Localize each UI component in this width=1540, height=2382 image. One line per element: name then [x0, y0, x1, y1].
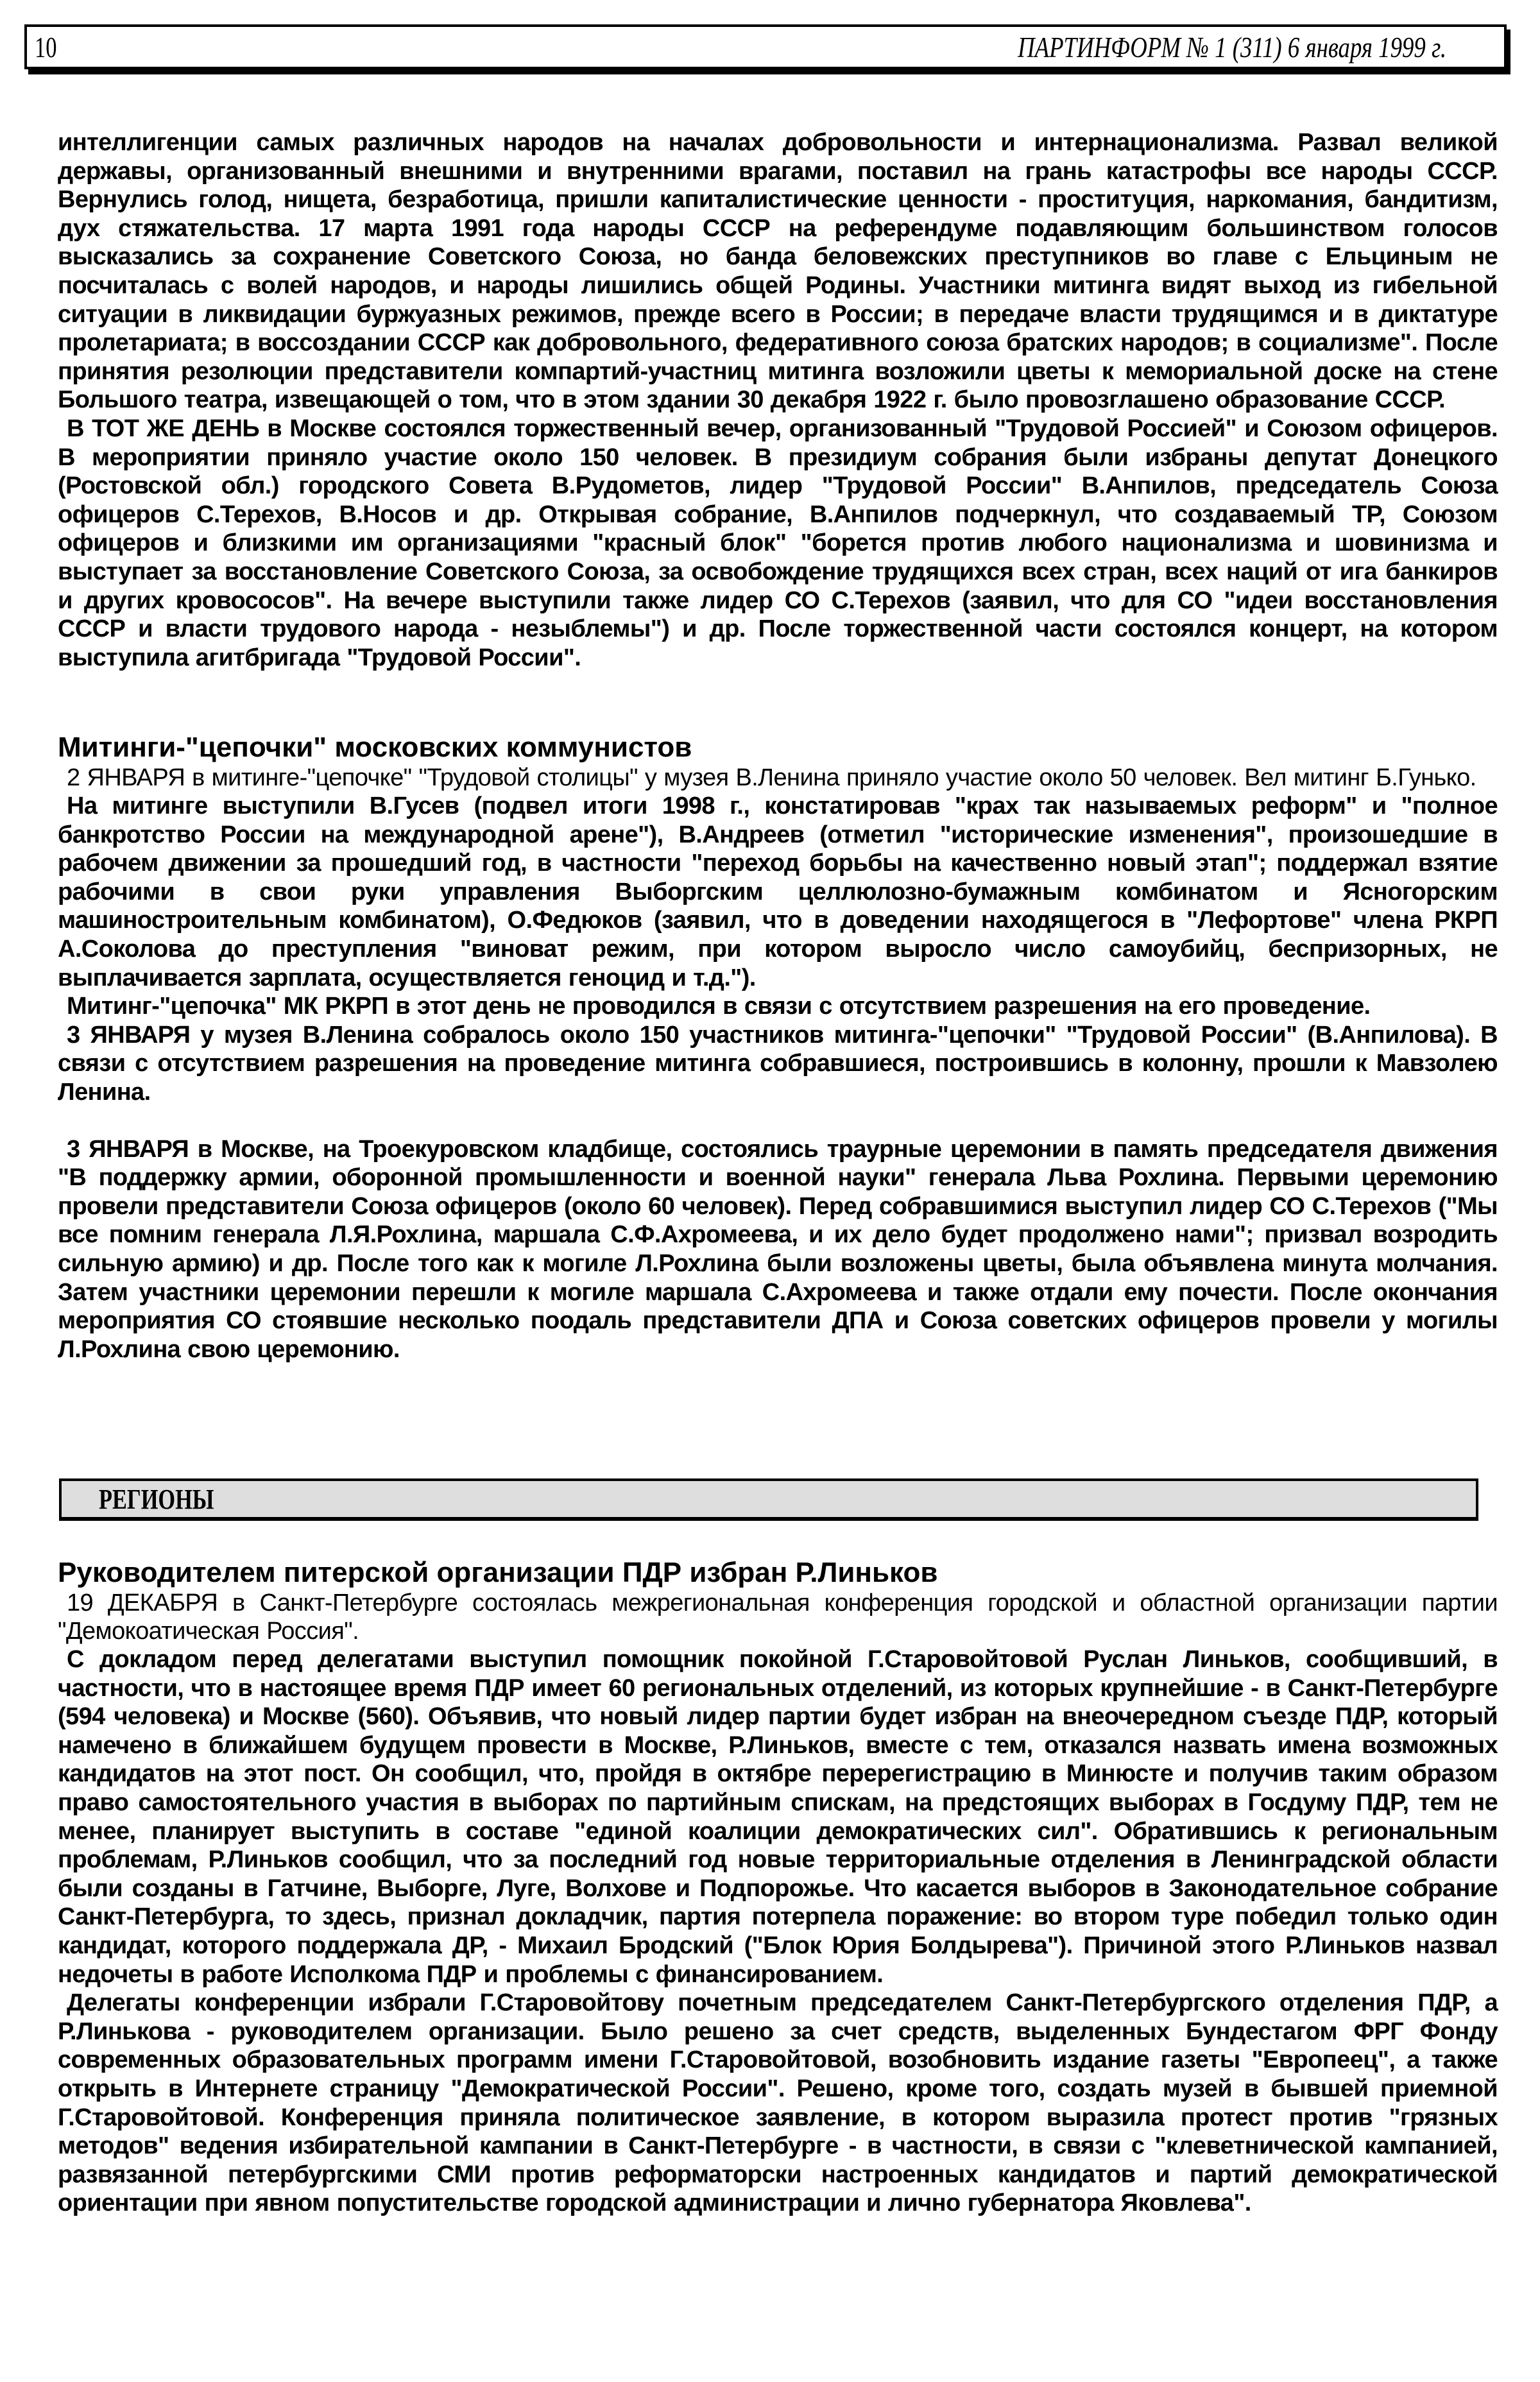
section-header [59, 1478, 1478, 1521]
date-lead: В ТОТ ЖЕ ДЕНЬ [67, 415, 260, 442]
paragraph: На митинге выступили В.Гусев (подвел итоги 1998 г., констатировав "крах так называемых реформ" и "полное банкротство России на международной арене"), В.Андреев (отметил "исторические изменения", произошедшие в рабочем движении за прошедший год, в частности "переход борьбы на качественно новый этап"; поддержал взятие рабочими в свои руки управления Выборгским целлюлозно-бумажным комбинатом и Ясногорским машиностроительным комбинатом), О.Федюков (заявил, что в доведении находящегося в "Лефортове" члена РКРП А.Соколова до преступления "виноват режим, при котором выросло число самоубийц, беспризорных, не выплачивается зарплата, осуществляется геноцид и т.д."). [58, 793, 1498, 991]
paragraph: С докладом перед делегатами выступил помощник покойной Г.Старовойтовой Руслан Линьков, сообщивший, в частности, что в настоящее время ПДР имеет 60 региональных отделений, из которых крупнейшие - в Санкт-Петербурге (594 человека) и Москве (560). Объявив, что новый лидер партии будет избран на внеочередном съезде ПДР, который намечено в ближайшем будущем провести в Москве, Р.Линьков, вместе с тем, отказался назвать имена возможных кандидатов на этот пост. Он сообщил, что, пройдя в октябре перерегистрацию в Минюсте и получив таким образом право самостоятельного участия в выборах по партийным спискам, на предстоящих выборах в Госдуму ПДР, тем не менее, планирует выступить в составе "единой коалиции демократических сил". Обратившись к региональным проблемам, Р.Линьков сообщил, что за последний год новые территориальные отделения в Ленинградской области были созданы в Гатчине, Выборге, Луге, Волхове и Подпорожье. Что касается выборов в Законодательное собрание Санкт-Петербурга, то здесь, признал докладчик, партия потерпела поражение: во втором туре победил только один кандидат, которого поддержала ДР, - Михаил Бродский ("Блок Юрия Болдырева"). Причиной этого Р.Линьков назвал недочеты в работе Исполкома ПДР и проблемы с финансированием. [58, 1646, 1498, 1988]
article-continuation [58, 128, 1498, 672]
paragraph: интеллигенции самых различных народов на началах добровольности и интернационализма. Развал великой державы, организованный внешними и внутренними врагами, поставил на грань катастрофы все народы СССР. Вернулись голод, нищета, безработица, пришли капиталистические ценности - проституция, наркомания, бандитизм, дух стяжательства. 17 марта 1991 года народы СССР на референдуме подавляющим большинством голосов высказались за сохранение Советского Союза, но банда беловежских преступников во главе с Ельциным не посчиталась с волей народов, и народы лишились общей Родины. Участники митинга видят выход из гибельной ситуации в ликвидации буржуазных режимов, прежде всего в России; в передаче власти трудящимся и в диктатуре пролетариата; в воссоздании СССР как добровольного, федеративного союза братских народов; в социализме". После принятия резолюции представители компартий-участниц митинга возложили цветы к мемориальной доске на стене Большого театра, извещающей о том, что в этом здании 30 декабря 1922 г. было провозглашено образование СССР. [58, 129, 1498, 414]
paragraph: 3 ЯНВАРЯ в Москве, на Троекуровском кладбище, состоялись траурные церемонии в память председателя движения "В поддержку армии, оборонной промышленности и военной науки" генерала Льва Рохлина. Первыми церемонию провели представители Союза офицеров (около 60 человек). Перед собравшимися выступил лидер СО С.Терехов ("Мы все помним генерала Л.Я.Рохлина, маршала С.Ф.Ахромеева, и их дело будет продолжено нами"; призвал возродить сильную армию) и др. После того как к могиле Л.Рохлина были возложены цветы, была объявлена минута молчания. Затем участники церемонии перешли к могиле маршала С.Ахромеева и также отдали ему почести. После окончания мероприятия СО стоявшие несколько поодаль представители ДПА и Союза советских офицеров провели у могилы Л.Рохлина свою церемонию. [58, 1135, 1498, 1363]
article-lead: 19 ДЕКАБРЯ в Санкт-Петербурге состоялась межрегиональная конференция городской и областной организации партии "Демокоатическая Россия". [58, 1589, 1498, 1645]
paragraph: Делегаты конференции избрали Г.Старовойтову почетным председателем Санкт-Петербургского отделения ПДР, а Р.Линькова - руководителем организации. Было решено за счет средств, выделенных Бундестагом ФРГ Фонду современных образовательных программ имени Г.Старовойтовой, возобновить издание газеты "Европеец", а также открыть в Интернете страницу "Демократической России". Решено, кроме того, создать музей в бывшей приемной Г.Старовойтовой. Конференция приняла политическое заявление, в котором выразила протест против "грязных методов" ведения избирательной кампании в Санкт-Петербурге - в частности, в связи с "клеветнической кампанией, развязанной петербургскими СМИ против реформаторски настроенных кандидатов и партий демократической ориентации при явном попустительстве городской администрации и лично губернатора Яковлева". [58, 1989, 1498, 2217]
paragraph-text: в Москве состоялся торжественный вечер, организованный "Трудовой Россией" и Союзом офицеров. В мероприятии приняло участие около 150 человек. В президиум собрания были избраны депутат Донецкого (Ростовской обл.) городского Совета В.Рудометов, лидер "Трудовой России" В.Анпилов, председатель Союза офицеров С.Терехов, В.Носов и др. Открывая собрание, В.Анпилов подчеркнул, что создаваемый ТР, Союзом офицеров и близкими им организациями "красный блок" "борется против любого национализма и шовинизма и выступает за восстановление Советского Союза, за освобождение трудящихся всех стран, всех наций от ига банкиров и других кровососов". На вечере выступили также лидер СО С.Терехов (заявил, что для СО "идеи восстановления СССР и власти трудового народа - незыблемы") и др. После торжественной части состоялся концерт, на котором выступила агитбригада "Трудовой России". [58, 415, 1498, 671]
page-header [24, 24, 1507, 69]
paragraph: Митинг-"цепочка" МК РКРП в этот день не проводился в связи с отсутствием разрешения на его проведение. [67, 993, 1371, 1020]
publication-title: ПАРТИНФОРМ № 1 (311) 6 января 1999 г. [1017, 31, 1446, 64]
paragraph [58, 415, 1498, 672]
article-regions [58, 1557, 1498, 2218]
page-number: 10 [35, 31, 57, 64]
article-lead: 2 ЯНВАРЯ в митинге-"цепочке" "Трудовой столицы" у музея В.Ленина приняло участие около 50 человек. Вел митинг Б.Гунько. [67, 764, 1476, 791]
article-rallies [58, 732, 1498, 1364]
article-title: Руководителем питерской организации ПДР избран Р.Линьков [58, 1557, 938, 1588]
article-title: Митинги-"цепочки" московских коммунистов [58, 732, 692, 763]
section-label: РЕГИОНЫ [99, 1484, 214, 1515]
paragraph: 3 ЯНВАРЯ у музея В.Ленина собралось около 150 участников митинга-"цепочки" "Трудовой России" (В.Анпилова). В связи с отсутствием разрешения на проведение митинга собравшиеся, построившись в колонну, прошли к Мавзолею Ленина. [58, 1021, 1498, 1106]
